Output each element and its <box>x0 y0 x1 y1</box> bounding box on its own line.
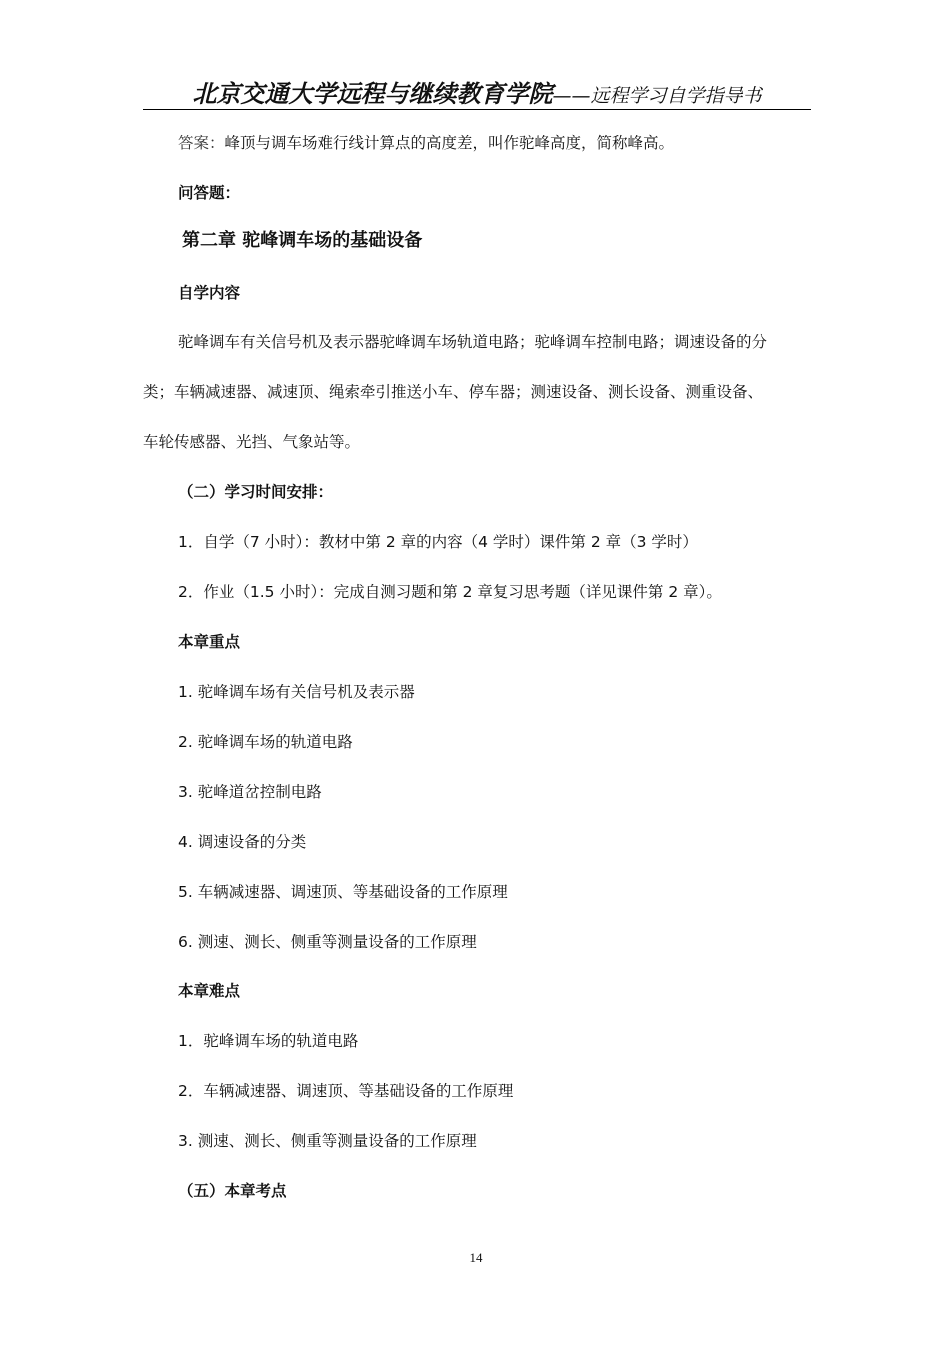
answer-line <box>178 132 674 154</box>
header-subtitle: ——远程学习自学指导书 <box>552 85 762 107</box>
self-study-heading: 自学内容 <box>178 284 241 302</box>
schedule-heading: （二）学习时间安排： <box>178 483 334 501</box>
difficulty-item: 3. 测速、测长、侧重等测量设备的工作原理 <box>178 1132 477 1150</box>
self-study-line: 驼峰调车有关信号机及表示器驼峰调车场轨道电路；驼峰调车控制电路；调速设备的分 <box>178 333 768 351</box>
key-point-item: 1. 驼峰调车场有关信号机及表示器 <box>178 683 415 701</box>
key-points-heading: 本章重点 <box>178 633 241 651</box>
schedule-item: 2．作业（1.5 小时）：完成自测习题和第 2 章复习思考题（详见课件第 2 章）。 <box>178 583 722 601</box>
difficulties-heading: 本章难点 <box>178 982 241 1000</box>
exam-points-heading: （五）本章考点 <box>178 1182 287 1200</box>
key-point-item: 3. 驼峰道岔控制电路 <box>178 783 322 801</box>
header-title: 北京交通大学远程与继续教育学院 <box>192 80 553 108</box>
qa-heading: 问答题： <box>178 184 241 202</box>
self-study-line: 车轮传感器、光挡、气象站等。 <box>143 433 361 451</box>
answer-prefix: 答案： <box>178 134 225 152</box>
chapter-title: 第二章 驼峰调车场的基础设备 <box>182 230 423 251</box>
self-study-line: 类；车辆减速器、减速顶、绳索牵引推送小车、停车器；测速设备、测长设备、测重设备、 <box>143 383 764 401</box>
difficulty-item: 1．驼峰调车场的轨道电路 <box>178 1032 359 1050</box>
key-point-item: 4. 调速设备的分类 <box>178 833 307 851</box>
difficulty-item: 2．车辆减速器、调速顶、等基础设备的工作原理 <box>178 1082 514 1100</box>
key-point-item: 2. 驼峰调车场的轨道电路 <box>178 733 353 751</box>
key-point-item: 5. 车辆减速器、调速顶、等基础设备的工作原理 <box>178 883 508 901</box>
page-number: 14 <box>469 1250 483 1265</box>
page-header <box>143 74 811 110</box>
schedule-item: 1．自学（7 小时）：教材中第 2 章的内容（4 学时）课件第 2 章（3 学时） <box>178 533 698 551</box>
header-divider <box>143 109 811 110</box>
key-point-item: 6. 测速、测长、侧重等测量设备的工作原理 <box>178 933 477 951</box>
answer-text: 峰顶与调车场难行线计算点的高度差，叫作驼峰高度，简称峰高。 <box>224 134 675 152</box>
